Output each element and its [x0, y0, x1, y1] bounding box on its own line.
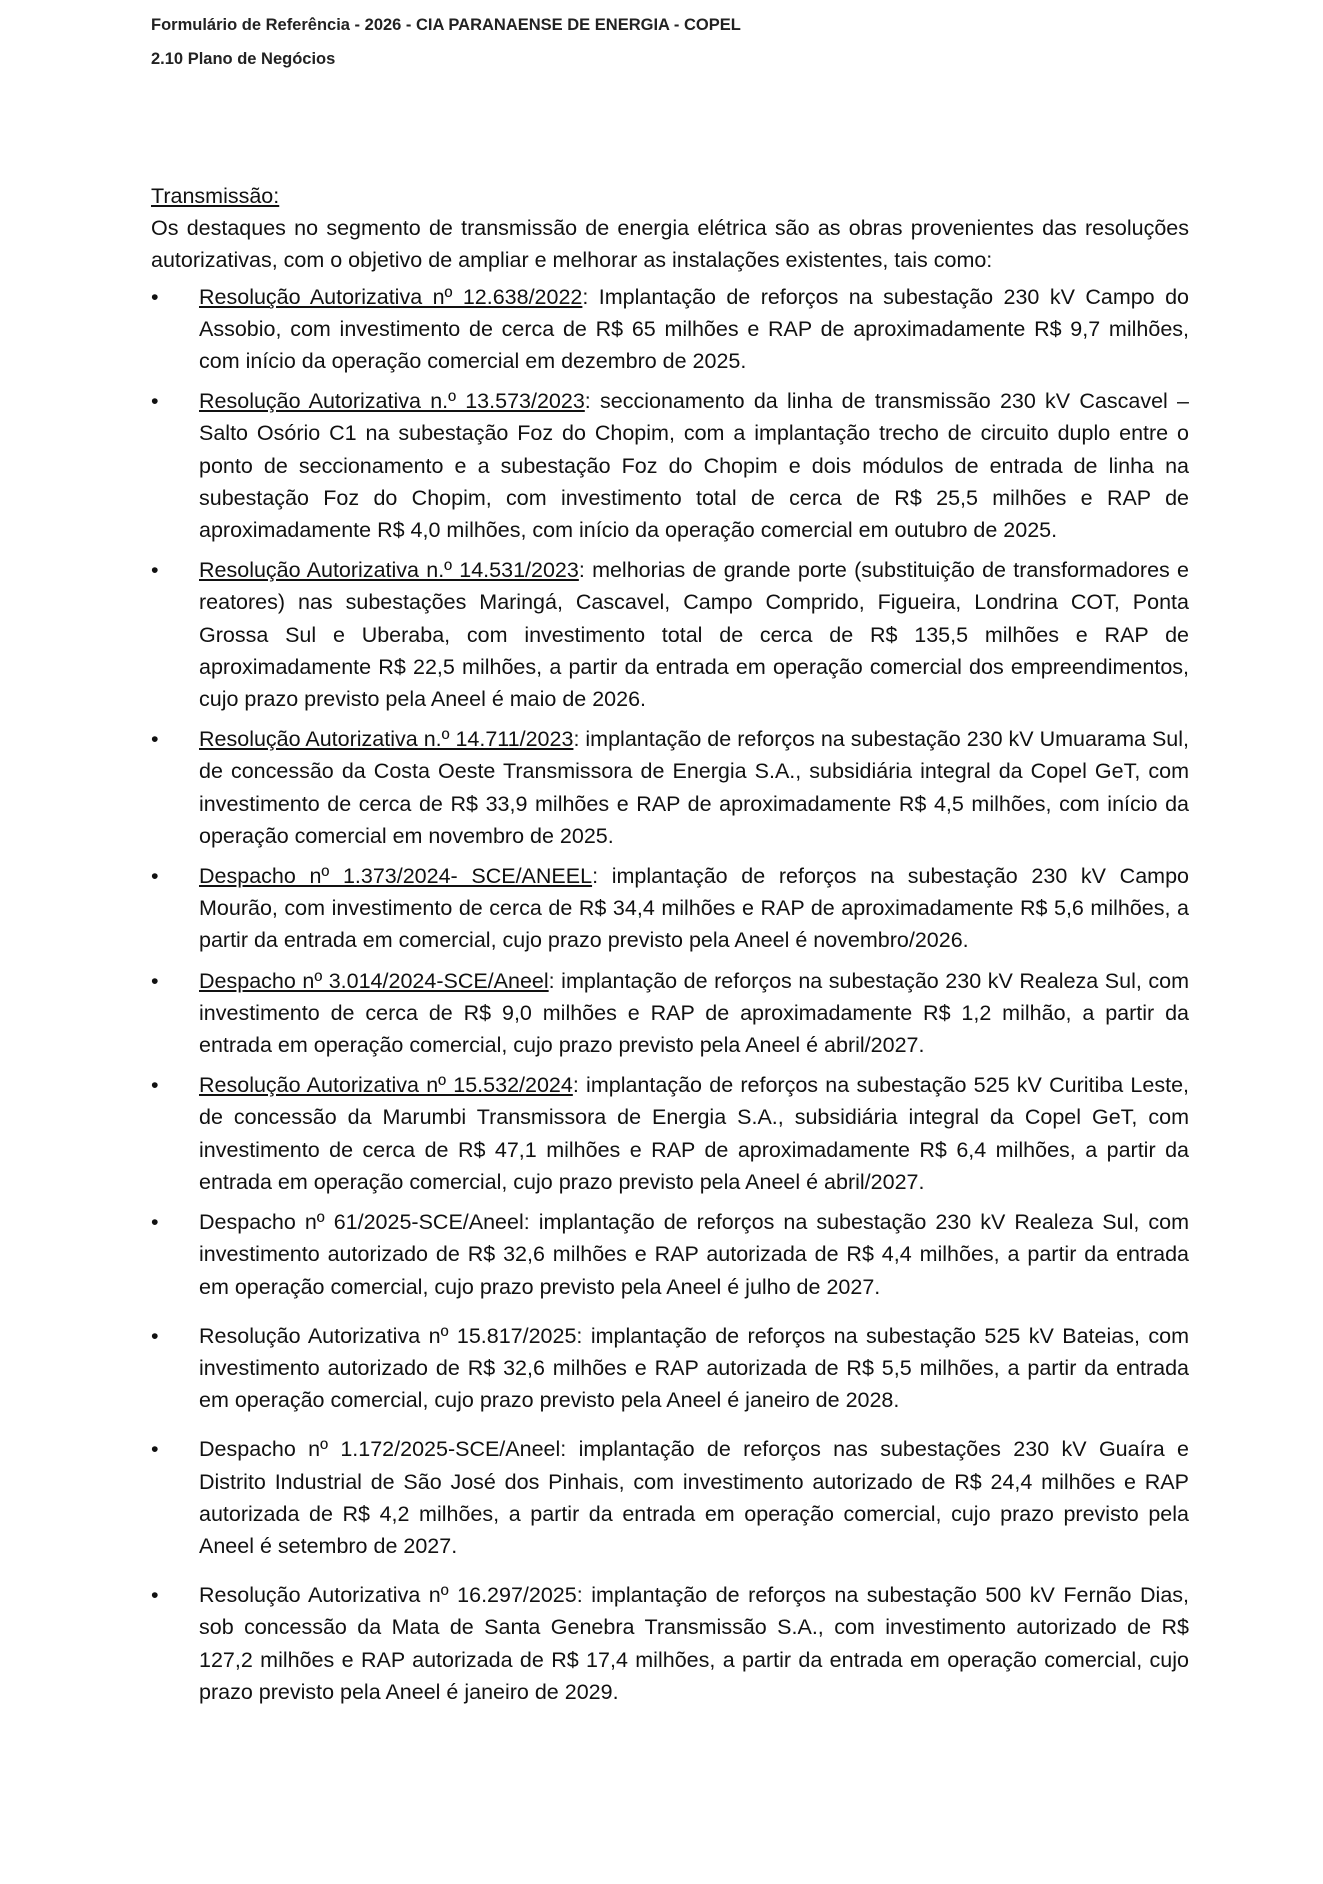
- item-text: : Implantação de reforços na subestação 230 kV Campo do Assobio, com investimento de cerca de R$ 65 milhões e RAP de aproximadamente R$ 9,7 milhões, com início da operação comercial em dezembro de 2025.: [199, 284, 1189, 374]
- item-text: Despacho nº 61/2025-SCE/Aneel: implantação de reforços na subestação 230 kV Realeza Sul, com investimento autorizado de R$ 32,6 milhões e RAP autorizada de R$ 4,4 milhões, a partir da entrada em operação comercial, cujo prazo previsto pela Aneel é julho de 2027.: [199, 1210, 1189, 1299]
- document-title: Formulário de Referência - 2026 - CIA PARANAENSE DE ENERGIA - COPEL: [151, 16, 741, 34]
- item-text: : seccionamento da linha de transmissão 230 kV Cascavel – Salto Osório C1 na subestação Foz do Chopim, com a implantação trecho de circuito duplo entre o ponto de seccionamento e a subestação Foz do Chopim e dois módulos de entrada de linha na subestação Foz do Chopim, com investimento total de cerca de R$ 25,5 milhões e RAP de aproximadamente R$ 4,0 milhões, com início da operação comercial em outubro de 2025.: [199, 389, 1190, 543]
- list-item: [151, 965, 1189, 1062]
- item-text: : implantação de reforços na subestação 525 kV Curitiba Leste, de concessão da Marumbi Transmissora de Energia S.A., subsidiária integral da Copel GeT, com investimento de cerca de R$ 47,1 milhões e RAP de aproximadamente R$ 6,4 milhões, a partir da entrada em operação comercial, cujo prazo previsto pela Aneel é abril/2027.: [199, 1073, 1189, 1194]
- list-item: [151, 723, 1189, 852]
- item-text: Resolução Autorizativa nº 15.817/2025: implantação de reforços na subestação 525 kV Bateias, com investimento autorizado de R$ 32,6 milhões e RAP autorizada de R$ 5,5 milhões, a partir da entrada em operação comercial, cujo prazo previsto pela Aneel é janeiro de 2028.: [199, 1323, 1189, 1413]
- item-reference: Despacho nº 3.014/2024-SCE/Aneel: [199, 968, 549, 993]
- bullet-icon: •: [151, 864, 159, 889]
- item-reference: Despacho nº 1.373/2024- SCE/ANEEL: [199, 864, 593, 889]
- intro-paragraph: Os destaques no segmento de transmissão de energia elétrica são as obras provenientes das resoluções autorizativas, com o objetivo de ampliar e melhorar as instalações existentes, tais como:: [151, 216, 1189, 273]
- section-title: Transmissão:: [151, 184, 280, 208]
- item-reference: Resolução Autorizativa nº 15.532/2024: [199, 1073, 573, 1098]
- list-item: [151, 385, 1189, 546]
- list-item: [151, 1206, 1189, 1303]
- item-reference: Resolução Autorizativa n.º 13.573/2023: [199, 389, 585, 414]
- bullet-icon: •: [151, 1583, 159, 1608]
- page-header: [151, 14, 741, 70]
- item-text: Despacho nº 1.172/2025-SCE/Aneel: implantação de reforços nas subestações 230 kV Guaíra e Distrito Industrial de São José dos Pinhais, com investimento autorizado de R$ 24,4 milhões e RAP autorizada de R$ 4,2 milhões, a partir da entrada em operação comercial, cujo prazo previsto pela Aneel é setembro de 2027.: [199, 1437, 1189, 1558]
- section-heading: 2.10 Plano de Negócios: [151, 50, 336, 68]
- bullet-icon: •: [151, 284, 159, 309]
- list-item: [151, 1433, 1189, 1562]
- item-text: : melhorias de grande porte (substituição de transformadores e reatores) nas subestações Maringá, Cascavel, Campo Comprido, Figueira, Londrina COT, Ponta Grossa Sul e Uberaba, com investimento total de cerca de R$ 135,5 milhões e RAP de aproximadamente R$ 22,5 milhões, a partir da entrada em operação comercial dos empreendimentos, cujo prazo previsto pela Aneel é maio de 2026.: [199, 558, 1190, 712]
- bullet-icon: •: [151, 727, 159, 752]
- list-item: [151, 1320, 1189, 1417]
- item-text: : implantação de reforços na subestação 230 kV Campo Mourão, com investimento de cerca de R$ 34,4 milhões e RAP de aproximadamente R$ 5,6 milhões, a partir da entrada em comercial, cujo prazo previsto pela Aneel é novembro/2026.: [199, 864, 1189, 953]
- project-list: [151, 281, 1189, 1708]
- item-text: : implantação de reforços na subestação 230 kV Realeza Sul, com investimento de cerca de R$ 9,0 milhões e RAP de aproximadamente R$ 1,2 milhão, a partir da entrada em operação comercial, cujo prazo previsto pela Aneel é abril/2027.: [199, 968, 1189, 1058]
- bullet-icon: •: [151, 1073, 159, 1098]
- item-reference: Resolução Autorizativa n.º 14.531/2023: [199, 558, 579, 583]
- item-text: : implantação de reforços na subestação 230 kV Umuarama Sul, de concessão da Costa Oeste Transmissora de Energia S.A., subsidiária integral da Copel GeT, com investimento de cerca de R$ 33,9 milhões e RAP de aproximadamente R$ 4,5 milhões, com início da operação comercial em novembro de 2025.: [199, 727, 1189, 848]
- bullet-icon: •: [151, 389, 159, 414]
- bullet-icon: •: [151, 1437, 159, 1462]
- list-item: [151, 554, 1189, 715]
- list-item: [151, 281, 1189, 378]
- item-reference: Resolução Autorizativa nº 12.638/2022: [199, 284, 583, 309]
- list-item: [151, 1069, 1189, 1198]
- item-text: Resolução Autorizativa nº 16.297/2025: implantação de reforços na subestação 500 kV Fernão Dias, sob concessão da Mata de Santa Genebra Transmissão S.A., com investimento autorizado de R$ 127,2 milhões e RAP autorizada de R$ 17,4 milhões, a partir da entrada em operação comercial, cujo prazo previsto pela Aneel é janeiro de 2029.: [199, 1583, 1189, 1704]
- document-body: [151, 180, 1189, 1716]
- bullet-icon: •: [151, 1323, 159, 1348]
- list-item: [151, 1579, 1189, 1708]
- bullet-icon: •: [151, 968, 159, 993]
- bullet-icon: •: [151, 1210, 159, 1235]
- list-item: [151, 860, 1189, 957]
- bullet-icon: •: [151, 558, 159, 583]
- item-reference: Resolução Autorizativa n.º 14.711/2023: [199, 727, 574, 752]
